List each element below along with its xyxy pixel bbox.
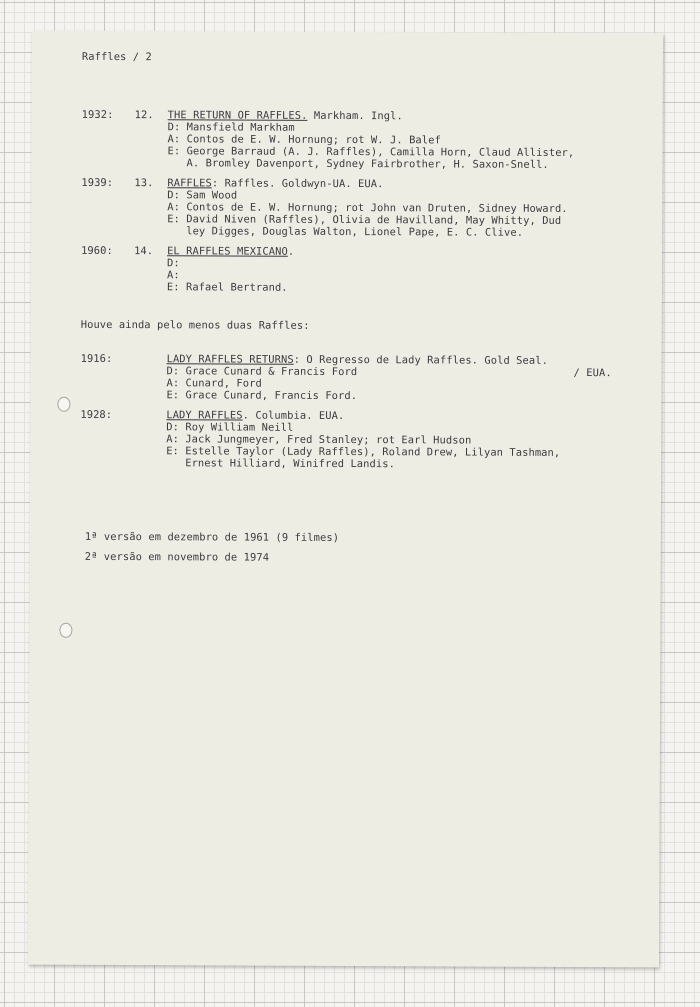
entry-side-note: / EUA. — [573, 366, 612, 380]
entry-title: RAFFLES — [167, 177, 212, 190]
entry-credit-line: E: Grace Cunard, Francis Ford. — [166, 389, 358, 403]
document-sheet — [28, 31, 663, 968]
entry-heading — [167, 245, 294, 258]
entry-number: 13. — [134, 177, 154, 190]
entry-title: EL RAFFLES MEXICANO — [167, 245, 288, 258]
entry-heading — [167, 177, 383, 190]
entry-credit-line: D: Sam Wood — [167, 189, 238, 202]
entry-number: 12. — [134, 109, 154, 122]
entry-credit-line: D: Grace Cunard & Francis Ford — [166, 365, 358, 379]
entry-year: 1932: — [81, 108, 114, 121]
entry-studio: : O Regresso de Lady Raffles. Gold Seal. — [293, 353, 548, 367]
entry-credit-line: Ernest Hilliard, Winifred Landis. — [166, 457, 395, 471]
entry-studio: Markham. Ingl. — [307, 109, 403, 123]
entry-studio: . — [287, 245, 295, 258]
version-note-1: 1ª versão em dezembro de 1961 (9 filmes) — [84, 530, 340, 544]
entry-heading — [166, 409, 344, 422]
entry-year: 1916: — [80, 352, 113, 365]
entry-credit-line: A: Contos de E. W. Hornung; rot John van Druten, Sidney Howard. — [167, 201, 568, 215]
entry-heading — [168, 109, 403, 122]
entry-credit-line: E: George Barraud (A. J. Raffles), Camilla Horn, Claud Allister, — [167, 145, 575, 159]
entry-credit-line: D: — [167, 257, 180, 270]
punch-hole-bottom — [59, 623, 72, 638]
entry-number: 14. — [134, 245, 154, 258]
entry-studio: . Columbia. EUA. — [242, 409, 345, 422]
page-label: Raffles / 2 — [81, 50, 152, 64]
entry-credit-line: D: Mansfield Markham — [167, 121, 295, 134]
version-note-2: 2ª versão em novembro de 1974 — [84, 550, 270, 564]
entry-title: LADY RAFFLES — [166, 409, 243, 422]
entry-credit-line: A: Cunard, Ford — [166, 377, 262, 390]
entry-credit-line: E: Rafael Bertrand. — [166, 281, 288, 294]
punch-hole-top — [57, 397, 70, 412]
entry-year: 1960: — [81, 244, 113, 257]
entry-title: LADY RAFFLES RETURNS — [166, 353, 294, 366]
entry-credit-line: A. Bromley Davenport, Sydney Fairbrother, H. Saxon-Snell. — [167, 157, 549, 171]
entry-credit-line: A: — [166, 269, 180, 282]
entry-credit-line: D: Roy William Neill — [166, 421, 294, 434]
entry-credit-line: E: Estelle Taylor (Lady Raffles), Roland Drew, Lilyan Tashman, — [166, 445, 561, 459]
entry-credit-line: A: Jack Jungmeyer, Fred Stanley; rot Earl Hudson — [166, 433, 472, 447]
entry-title: THE RETURN OF RAFFLES. — [167, 109, 308, 122]
entry-credit-line: A: Contos de E. W. Hornung; rot W. J. Balef — [167, 133, 441, 147]
entry-credit-line: E: David Niven (Raffles), Olivia de Havilland, May Whitty, Dud — [167, 213, 562, 227]
intro-text: Houve ainda pelo menos duas Raffles: — [80, 318, 310, 332]
entry-studio: : Raffles. Goldwyn-UA. EUA. — [211, 177, 384, 191]
entry-year: 1939: — [81, 176, 114, 189]
entry-credit-line: ley Digges, Douglas Walton, Lionel Pape, E. C. Clive. — [167, 225, 524, 239]
entry-year: 1928: — [80, 408, 113, 421]
